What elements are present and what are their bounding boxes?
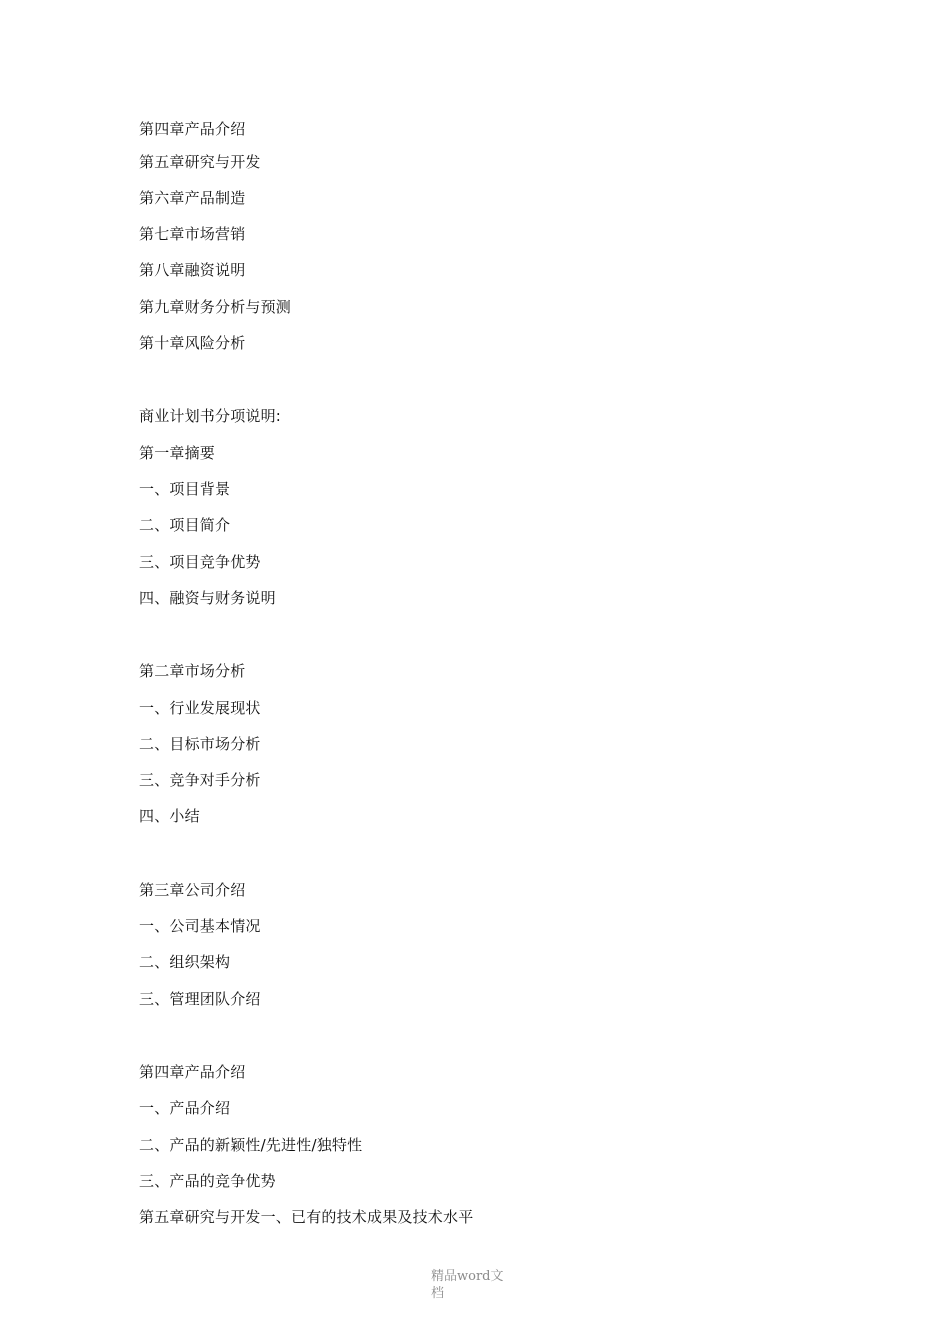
chapter-title: 第五章研究与开发一、已有的技术成果及技术水平 <box>139 1208 474 1226</box>
list-item: 二、项目简介 <box>139 516 231 534</box>
toc-item: 第八章融资说明 <box>139 261 246 279</box>
chapter-title: 第二章市场分析 <box>139 662 246 680</box>
toc-item: 第五章研究与开发 <box>139 153 261 171</box>
list-item: 三、项目竞争优势 <box>139 553 261 571</box>
toc-item: 第七章市场营销 <box>139 225 246 243</box>
list-item: 三、管理团队介绍 <box>139 990 261 1008</box>
list-item: 一、项目背景 <box>139 480 231 498</box>
list-item: 四、小结 <box>139 807 200 825</box>
toc-item: 第九章财务分析与预测 <box>139 298 292 316</box>
list-item: 二、目标市场分析 <box>139 735 261 753</box>
chapter-title: 第三章公司介绍 <box>139 881 246 899</box>
toc-item: 第十章风险分析 <box>139 334 246 352</box>
chapter-title: 第一章摘要 <box>139 444 216 462</box>
list-item: 二、组织架构 <box>139 953 231 971</box>
list-item: 三、竞争对手分析 <box>139 771 261 789</box>
footer-line: 档 <box>431 1286 445 1301</box>
toc-item: 第六章产品制造 <box>139 189 246 207</box>
toc-item: 第四章产品介绍 <box>139 120 246 138</box>
list-item: 三、产品的竞争优势 <box>139 1172 276 1190</box>
list-item: 二、产品的新颖性/先进性/独特性 <box>139 1136 363 1154</box>
chapter-title: 第四章产品介绍 <box>139 1063 246 1081</box>
footer-line: 精品word文 <box>431 1269 504 1284</box>
list-item: 一、公司基本情况 <box>139 917 261 935</box>
list-item: 四、融资与财务说明 <box>139 589 276 607</box>
section-title: 商业计划书分项说明: <box>139 407 282 425</box>
list-item: 一、行业发展现状 <box>139 699 261 717</box>
page-footer <box>431 1268 521 1302</box>
list-item: 一、产品介绍 <box>139 1099 231 1117</box>
